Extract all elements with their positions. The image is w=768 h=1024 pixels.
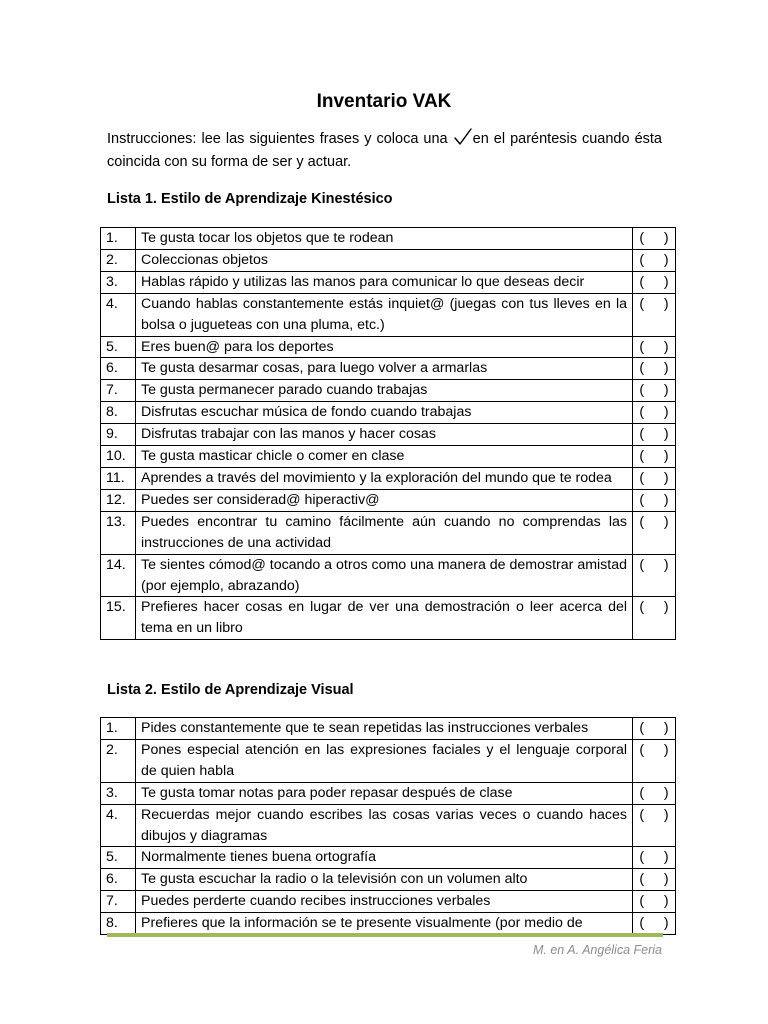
item-number: 13. (101, 511, 136, 554)
table-row (101, 869, 676, 891)
item-answer-box[interactable]: ( ) (633, 467, 676, 489)
item-number: 15. (101, 597, 136, 640)
table-row (101, 446, 676, 468)
item-answer-box[interactable]: ( ) (633, 271, 676, 293)
table-row (101, 782, 676, 804)
item-number: 3. (101, 271, 136, 293)
table-row (101, 597, 676, 640)
item-answer-box[interactable]: ( ) (633, 511, 676, 554)
item-number: 4. (101, 293, 136, 336)
item-answer-box[interactable]: ( ) (633, 380, 676, 402)
table-row (101, 336, 676, 358)
item-answer-box[interactable]: ( ) (633, 249, 676, 271)
footer-divider (107, 933, 663, 937)
item-statement: Te gusta tocar los objetos que te rodean (136, 228, 633, 250)
item-statement: Te gusta permanecer parado cuando trabajas (136, 380, 633, 402)
item-answer-box[interactable]: ( ) (633, 869, 676, 891)
item-statement: Puedes ser considerad@ hiperactiv@ (136, 489, 633, 511)
item-statement: Recuerdas mejor cuando escribes las cosas varias veces o cuando haces dibujos y diagramas (136, 804, 633, 847)
table-row (101, 847, 676, 869)
item-statement: Cuando hablas constantemente estás inquiet@ (juegas con tus lleves en la bolsa o jugueteas con una pluma, etc.) (136, 293, 633, 336)
item-answer-box[interactable]: ( ) (633, 782, 676, 804)
item-answer-box[interactable]: ( ) (633, 804, 676, 847)
table-row (101, 467, 676, 489)
item-answer-box[interactable]: ( ) (633, 718, 676, 740)
item-statement: Te gusta desarmar cosas, para luego volver a armarlas (136, 358, 633, 380)
item-statement: Pides constantemente que te sean repetidas las instrucciones verbales (136, 718, 633, 740)
item-number: 2. (101, 739, 136, 782)
item-statement: Prefieres que la información se te presente visualmente (por medio de (136, 913, 633, 935)
item-answer-box[interactable]: ( ) (633, 891, 676, 913)
list-1-title: Lista 1. Estilo de Aprendizaje Kinestésico (107, 191, 393, 207)
item-number: 4. (101, 804, 136, 847)
item-answer-box[interactable]: ( ) (633, 446, 676, 468)
item-number: 2. (101, 249, 136, 271)
table-row (101, 402, 676, 424)
table-row (101, 913, 676, 935)
item-number: 11. (101, 467, 136, 489)
item-answer-box[interactable]: ( ) (633, 847, 676, 869)
item-number: 8. (101, 402, 136, 424)
table-row (101, 380, 676, 402)
item-statement: Eres buen@ para los deportes (136, 336, 633, 358)
item-number: 8. (101, 913, 136, 935)
checkmark-icon (453, 128, 473, 146)
item-number: 14. (101, 554, 136, 597)
item-number: 7. (101, 891, 136, 913)
item-number: 6. (101, 869, 136, 891)
item-number: 6. (101, 358, 136, 380)
item-number: 3. (101, 782, 136, 804)
item-statement: Pones especial atención en las expresiones faciales y el lenguaje corporal de quien habla (136, 739, 633, 782)
item-answer-box[interactable]: ( ) (633, 554, 676, 597)
table-row (101, 228, 676, 250)
table-row (101, 249, 676, 271)
table-row (101, 804, 676, 847)
item-statement: Aprendes a través del movimiento y la exploración del mundo que te rodea (136, 467, 633, 489)
item-number: 1. (101, 718, 136, 740)
item-statement: Hablas rápido y utilizas las manos para comunicar lo que deseas decir (136, 271, 633, 293)
item-number: 1. (101, 228, 136, 250)
item-answer-box[interactable]: ( ) (633, 913, 676, 935)
table-row (101, 891, 676, 913)
table-row (101, 718, 676, 740)
table-row (101, 511, 676, 554)
list-2-title: Lista 2. Estilo de Aprendizaje Visual (107, 682, 354, 698)
item-statement: Te gusta masticar chicle o comer en clase (136, 446, 633, 468)
item-statement: Disfrutas trabajar con las manos y hacer cosas (136, 424, 633, 446)
item-statement: Puedes perderte cuando recibes instrucciones verbales (136, 891, 633, 913)
table-row (101, 271, 676, 293)
item-statement: Prefieres hacer cosas en lugar de ver una demostración o leer acerca del tema en un libro (136, 597, 633, 640)
table-row (101, 293, 676, 336)
item-answer-box[interactable]: ( ) (633, 597, 676, 640)
instructions-text-end: en el paréntesis cuando ésta coincida con su forma de ser y actuar. (107, 131, 662, 170)
item-answer-box[interactable]: ( ) (633, 228, 676, 250)
instructions-paragraph (107, 128, 662, 174)
page-title: Inventario VAK (316, 91, 452, 112)
item-answer-box[interactable]: ( ) (633, 424, 676, 446)
item-number: 5. (101, 336, 136, 358)
item-answer-box[interactable]: ( ) (633, 739, 676, 782)
table-row (101, 489, 676, 511)
list-2-table (100, 717, 676, 935)
item-answer-box[interactable]: ( ) (633, 293, 676, 336)
table-row (101, 554, 676, 597)
table-row (101, 424, 676, 446)
item-answer-box[interactable]: ( ) (633, 489, 676, 511)
item-number: 5. (101, 847, 136, 869)
item-number: 7. (101, 380, 136, 402)
item-statement: Te gusta tomar notas para poder repasar después de clase (136, 782, 633, 804)
list-1-table (100, 227, 676, 640)
item-statement: Normalmente tienes buena ortografía (136, 847, 633, 869)
item-answer-box[interactable]: ( ) (633, 402, 676, 424)
item-number: 12. (101, 489, 136, 511)
item-answer-box[interactable]: ( ) (633, 358, 676, 380)
item-statement: Coleccionas objetos (136, 249, 633, 271)
item-statement: Disfrutas escuchar música de fondo cuando trabajas (136, 402, 633, 424)
item-statement: Te sientes cómod@ tocando a otros como una manera de demostrar amistad (por ejemplo, abrazando) (136, 554, 633, 597)
footer-author: M. en A. Angélica Feria (533, 943, 662, 957)
item-statement: Puedes encontrar tu camino fácilmente aún cuando no comprendas las instrucciones de una actividad (136, 511, 633, 554)
table-row (101, 358, 676, 380)
item-statement: Te gusta escuchar la radio o la televisión con un volumen alto (136, 869, 633, 891)
item-number: 9. (101, 424, 136, 446)
table-row (101, 739, 676, 782)
instructions-text-start: Instrucciones: lee las siguientes frases y coloca una (107, 131, 453, 147)
item-answer-box[interactable]: ( ) (633, 336, 676, 358)
item-number: 10. (101, 446, 136, 468)
